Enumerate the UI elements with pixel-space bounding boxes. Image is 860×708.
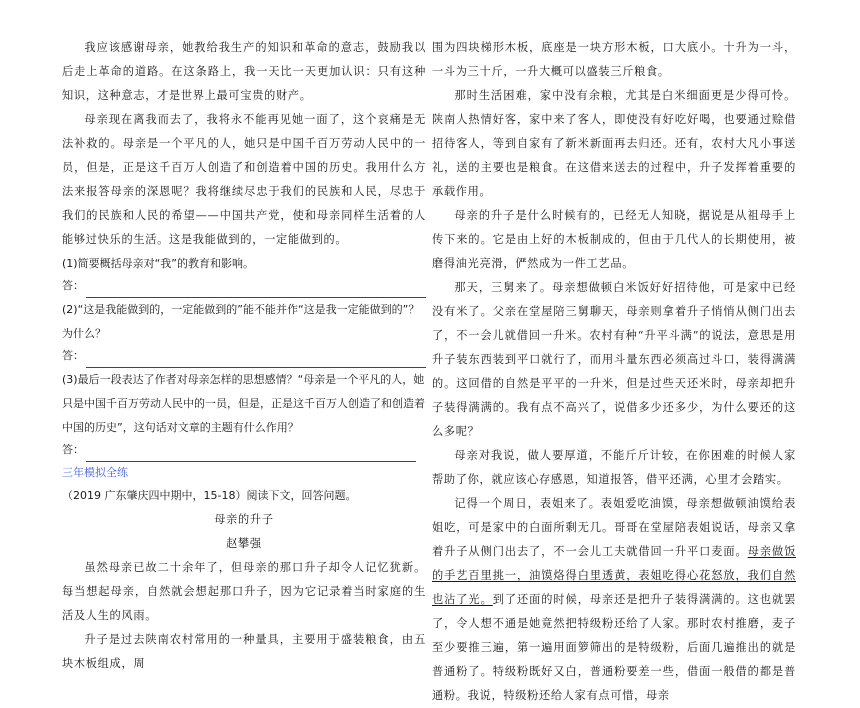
question-2: (2)“这是我能做到的，一定能做到的”能不能并作“这是我一定能做到的”？为什么？ xyxy=(62,303,420,340)
paragraph-text: 记得一个周日，表姐来了。表姐爱吃油馍，母亲想做顿油馍给表姐吃，可是家中的白面所剩无几。哥哥在堂屋陪表姐说话，母亲又拿着升子从侧门出去了，不一会儿工夫就借回一升平口麦面。 xyxy=(432,497,796,558)
left-column xyxy=(62,36,426,676)
answer-label: 答： xyxy=(62,443,84,456)
question-3: (3)最后一段表达了作者对母亲怎样的思想感情？“母亲是一个平凡的人，她只是中国千百万劳动人民中的一员，但是，正是这千百万人创造了和创造着中国的历史”，这句话对文章的主题有什么作用？ xyxy=(62,373,425,434)
underlined-sentence: 母亲做饭的手艺百里挑一，油馍烙得白里透黄，表姐吃得心花怒放，我们自然也沾了光。 xyxy=(432,545,796,606)
right-column xyxy=(432,36,796,708)
article-author: 赵攀强 xyxy=(226,537,262,550)
article-paragraph: 那天，三舅来了。母亲想做顿白米饭好好招待他，可是家中已经没有米了。父亲在堂屋陪三舅聊天，母亲则拿着升子悄悄从侧门出去了，不一会儿就借回一升米。农村有种“升平斗满”的说法，意思是用升子装东西装到平口就行了，而用斗量东西必须高过斗口，装得满满的。这回借的自然是平平的一升米，但是过些天还米时，母亲却把升子装得满满的。我有点不高兴了，说借多少还多少，为什么要还的这么多呢？ xyxy=(432,281,796,438)
article-paragraph: 母亲对我说，做人要厚道，不能斤斤计较，在你困难的时候人家帮助了你，就应该心存感恩，知道报答，借平还满，心里才会踏实。 xyxy=(432,449,796,486)
article-paragraph xyxy=(432,492,796,708)
article-paragraph: 母亲的升子是什么时候有的，已经无人知晓，据说是从祖母手上传下来的。它是由上好的木板制成的，但由于几代人的长期使用，被磨得油光亮滑，俨然成为一件工艺品。 xyxy=(432,209,796,270)
paragraph-text: 到了还面的时候，母亲还是把升子装得满满的。这也就罢了，令人想不通是她竟然把特级粉还给了人家。那时农村推磨，麦子至少要推三遍，第一遍用面箩筛出的是特级粉，后面几遍推出的就是普通粉了。特级粉既好又白，普通粉要差一些，借面一般借的都是普通粉。我说，特级粉还给人家有点可惜，母亲 xyxy=(432,593,796,702)
article-paragraph: 升子是过去陕南农村常用的一种量具，主要用于盛装粮食，由五块木板组成，周 xyxy=(62,633,426,670)
article-paragraph: 虽然母亲已故二十余年了，但母亲的那口升子却令人记忆犹新。每当想起母亲，自然就会想起那口升子，因为它记录着当时家庭的生活及人生的风雨。 xyxy=(62,561,426,622)
answer-line-3[interactable] xyxy=(62,440,426,462)
article-title: 母亲的升子 xyxy=(214,513,274,526)
section-title: 三年模拟全练 xyxy=(62,466,128,479)
article-paragraph: 围为四块梯形木板，底座是一块方形木板，口大底小。十升为一斗，一斗为三十斤，一升大概可以盛装三斤粮食。 xyxy=(432,41,796,78)
question-1: (1)简要概括母亲对“我”的教育和影响。 xyxy=(62,257,254,270)
answer-line-2[interactable] xyxy=(62,346,426,368)
article-paragraph: 那时生活困难，家中没有余粮，尤其是白米细面更是少得可怜。陕南人热情好客，家中来了客人，即使没有好吃好喝，也要通过赊借招待客人，等到自家有了新米新面再去归还。还有，农村大凡小事送礼，送的主要也是粮食。在这借来送去的过程中，升子发挥着重要的承载作用。 xyxy=(432,89,796,198)
source-line: （2019 广东肇庆四中期中，15-18）阅读下文，回答问题。 xyxy=(62,489,357,502)
answer-label: 答： xyxy=(62,279,84,292)
passage-paragraph: 我应该感谢母亲，她教给我生产的知识和革命的意志，鼓励我以后走上革命的道路。在这条路上，我一天比一天更加认识：只有这种知识，这种意志，才是世界上最可宝贵的财产。 xyxy=(62,41,426,102)
answer-line-1[interactable] xyxy=(62,276,426,298)
answer-label: 答： xyxy=(62,349,84,362)
passage-paragraph: 母亲现在离我而去了，我将永不能再见她一面了，这个哀痛是无法补救的。母亲是一个平凡的人，她只是中国千百万劳动人民中的一员，但是，正是这千百万人创造了和创造着中国的历史。我用什么方法来报答母亲的深恩呢？我将继续尽忠于我们的民族和人民，尽忠于我们的民族和人民的希望——中国共产党，使和母亲同样生活着的人能够过快乐的生活。这是我能做到的，一定能做到的。 xyxy=(62,113,426,246)
